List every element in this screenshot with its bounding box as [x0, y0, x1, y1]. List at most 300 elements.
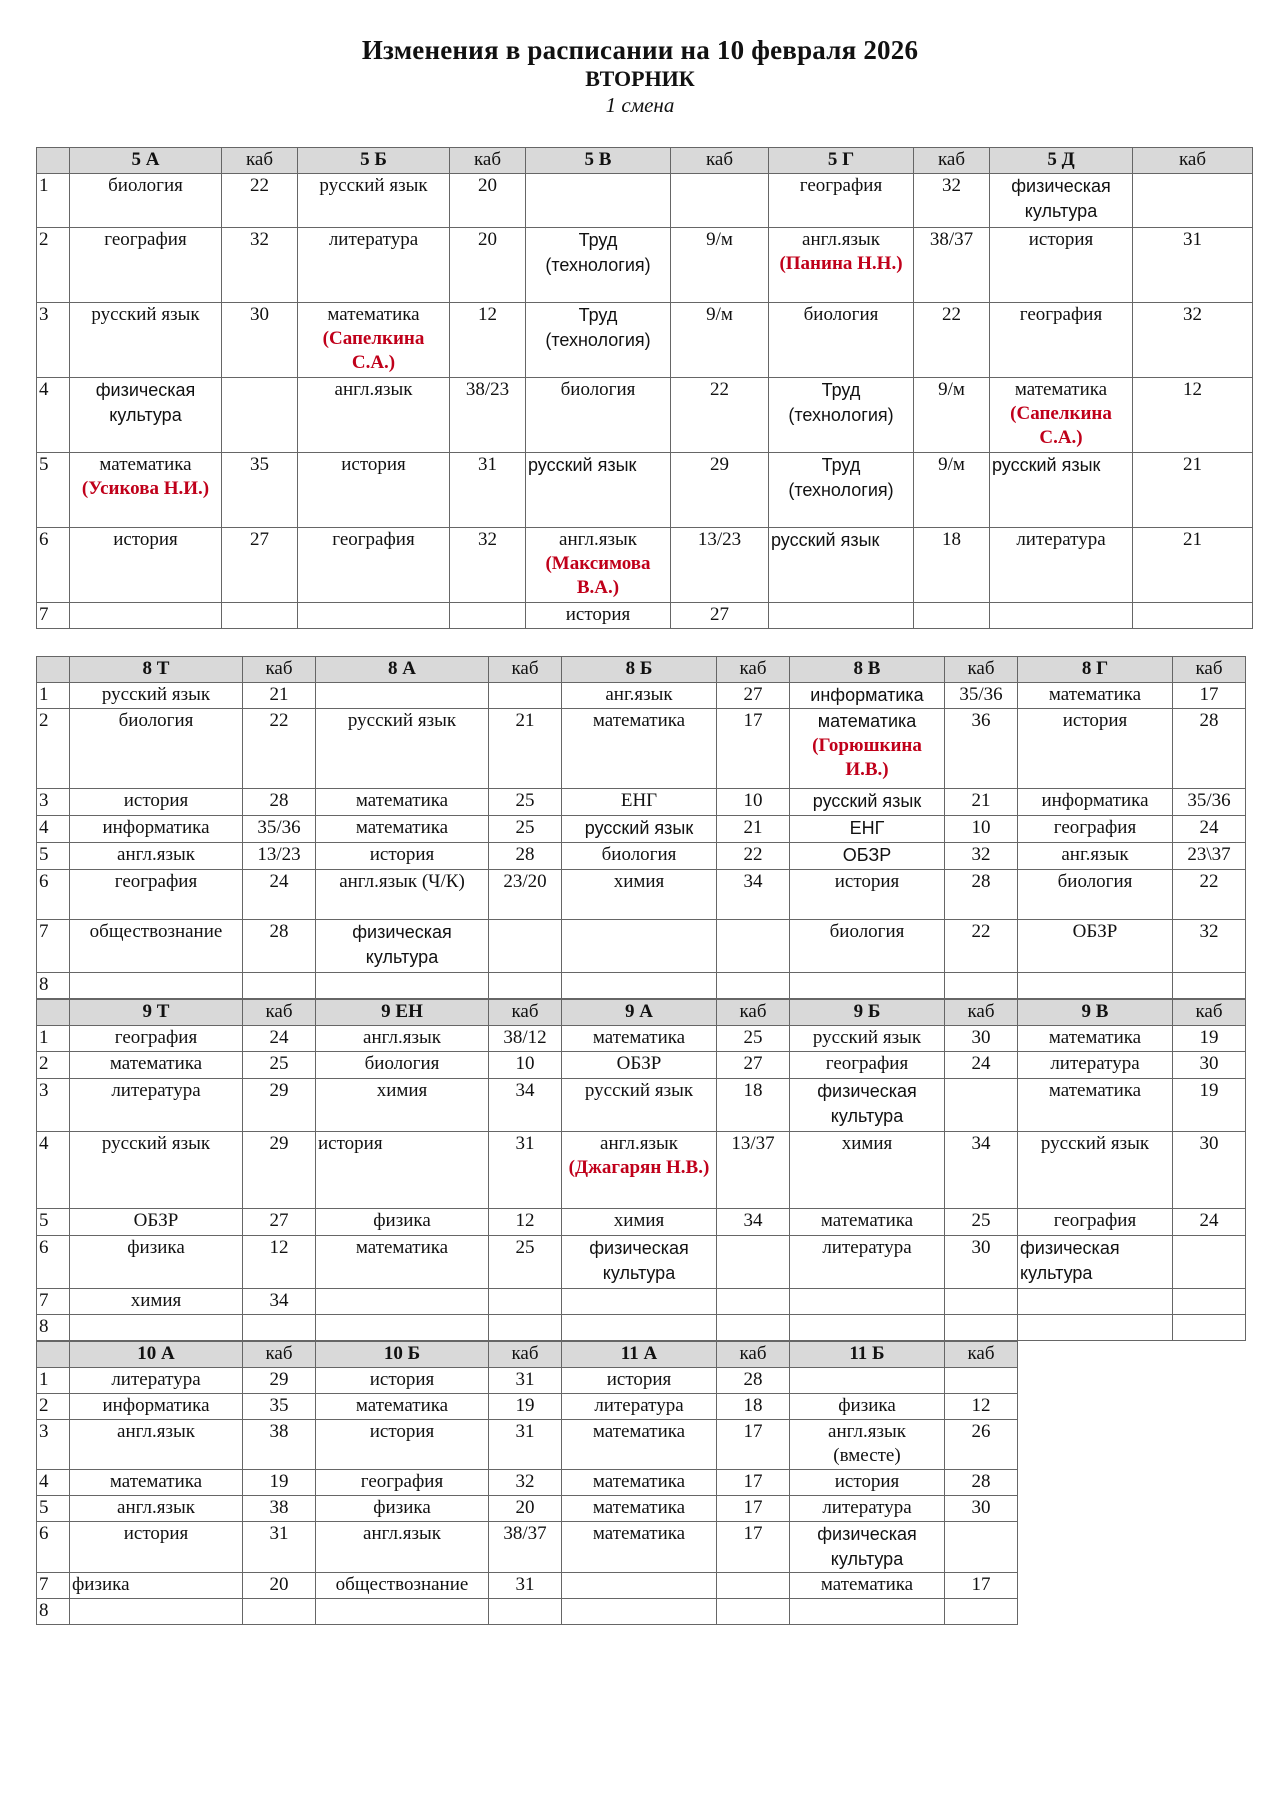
room-number	[717, 973, 790, 999]
lesson-number: 3	[37, 1420, 70, 1470]
class-header-8-в: 8 В	[790, 657, 945, 683]
subject-cell	[526, 453, 671, 528]
subject-cell	[790, 1079, 945, 1132]
room-header: каб	[1133, 148, 1253, 174]
room-number	[489, 683, 562, 709]
lesson-row	[37, 1573, 1018, 1599]
lesson-number: 2	[37, 1052, 70, 1079]
subject-cell	[790, 1368, 945, 1394]
subject-cell	[1018, 1236, 1173, 1289]
subject-cell	[1018, 973, 1173, 999]
subject-cell	[990, 453, 1133, 528]
room-number: 35	[243, 1394, 316, 1420]
subject-cell	[70, 709, 243, 789]
subject-cell	[70, 973, 243, 999]
subject-cell	[316, 1368, 489, 1394]
room-number	[1173, 1289, 1246, 1315]
subject-cell	[790, 1420, 945, 1470]
subject-cell	[298, 528, 450, 603]
subject-name: математика	[327, 304, 420, 325]
subject-cell	[562, 1522, 717, 1573]
lesson-number: 6	[37, 528, 70, 603]
table-header-row	[37, 657, 1246, 683]
subject-name: география	[1053, 817, 1137, 838]
subject-name: англ.язык	[117, 1497, 195, 1518]
subject-name: география	[114, 871, 198, 892]
room-number: 32	[450, 528, 526, 603]
room-number: 20	[450, 228, 526, 303]
class-header-9-ен: 9 ЕН	[316, 1000, 489, 1026]
subject-cell	[990, 303, 1133, 378]
lesson-row	[37, 453, 1253, 528]
lesson-number: 7	[37, 1573, 70, 1599]
subject-name: история	[834, 871, 900, 892]
room-number: 13/37	[717, 1132, 790, 1209]
subject-name: физическая культура	[1011, 176, 1111, 221]
subject-name: математика	[109, 1053, 203, 1074]
subject-name: физическая культура	[589, 1238, 689, 1283]
subject-cell	[70, 1470, 243, 1496]
room-number: 35/36	[1173, 789, 1246, 816]
subject-name: литература	[111, 1369, 201, 1390]
subject-cell	[70, 870, 243, 920]
room-number: 10	[945, 816, 1018, 843]
lesson-row	[37, 816, 1246, 843]
lesson-number: 4	[37, 1470, 70, 1496]
room-header: каб	[243, 657, 316, 683]
room-number: 36	[945, 709, 1018, 789]
subject-name: история	[834, 1471, 900, 1492]
room-number: 12	[1133, 378, 1253, 453]
room-number	[945, 1315, 1018, 1341]
subject-name: история	[318, 1133, 383, 1154]
subject-name: литература	[1050, 1053, 1140, 1074]
subject-cell	[70, 1209, 243, 1236]
room-number: 29	[243, 1079, 316, 1132]
subject-name: география	[1053, 1210, 1137, 1231]
room-number: 17	[1173, 683, 1246, 709]
subject-cell	[316, 1052, 489, 1079]
subject-name: информатика	[810, 685, 924, 705]
class-header-9-а: 9 А	[562, 1000, 717, 1026]
subject-cell	[562, 1026, 717, 1052]
subject-cell	[316, 683, 489, 709]
subject-name: история	[341, 454, 406, 475]
subject-name: информатика	[102, 1395, 210, 1416]
subject-cell	[1018, 1026, 1173, 1052]
lesson-number: 1	[37, 1026, 70, 1052]
substitute-teacher: (Панина Н.Н.)	[779, 253, 903, 274]
room-number: 21	[243, 683, 316, 709]
room-number: 22	[243, 709, 316, 789]
lesson-number-header	[37, 148, 70, 174]
lesson-row	[37, 843, 1246, 870]
subject-name: математика	[355, 817, 449, 838]
subject-cell	[990, 378, 1133, 453]
subject-name: история	[565, 604, 631, 625]
lesson-number: 1	[37, 1368, 70, 1394]
subject-cell	[790, 683, 945, 709]
room-number	[717, 920, 790, 973]
room-number	[243, 973, 316, 999]
room-number: 30	[945, 1026, 1018, 1052]
room-number: 28	[243, 920, 316, 973]
subject-cell	[298, 303, 450, 378]
room-number: 19	[1173, 1026, 1246, 1052]
subject-cell	[298, 174, 450, 228]
subject-cell	[316, 1236, 489, 1289]
room-number: 38/37	[914, 228, 990, 303]
room-number: 38	[243, 1496, 316, 1522]
subject-name: русский язык	[992, 455, 1101, 475]
subject-cell	[769, 378, 914, 453]
subject-cell	[316, 1522, 489, 1573]
subject-name: история	[606, 1369, 672, 1390]
subject-name: Труд (технология)	[545, 305, 651, 350]
lesson-number: 1	[37, 174, 70, 228]
subject-cell	[316, 1599, 489, 1625]
subject-cell	[298, 603, 450, 629]
subject-cell	[990, 528, 1133, 603]
substitute-teacher: (Горюшкина И.В.)	[812, 735, 922, 780]
room-number: 38/12	[489, 1026, 562, 1052]
subject-cell	[316, 843, 489, 870]
subject-name: биология	[108, 175, 183, 196]
lesson-row	[37, 1052, 1246, 1079]
room-number: 29	[243, 1132, 316, 1209]
class-header-9-б: 9 Б	[790, 1000, 945, 1026]
lesson-row	[37, 973, 1246, 999]
subject-cell	[562, 1315, 717, 1341]
lesson-row	[37, 1289, 1246, 1315]
room-number: 22	[222, 174, 298, 228]
room-number: 17	[717, 1470, 790, 1496]
subject-name: математика	[592, 1027, 686, 1048]
subject-name: история	[1028, 229, 1094, 250]
subject-cell	[562, 1420, 717, 1470]
table-header-row	[37, 1342, 1018, 1368]
room-header: каб	[1173, 1000, 1246, 1026]
lesson-row	[37, 1132, 1246, 1209]
subject-cell	[316, 1573, 489, 1599]
room-number	[717, 1289, 790, 1315]
class-header-5-в: 5 В	[526, 148, 671, 174]
subject-name: математика	[1048, 684, 1142, 705]
room-number: 31	[489, 1368, 562, 1394]
document-header	[0, 34, 1280, 118]
room-header: каб	[1173, 657, 1246, 683]
subject-cell	[562, 1573, 717, 1599]
room-number	[717, 1599, 790, 1625]
room-number	[1173, 973, 1246, 999]
table-header-row	[37, 148, 1253, 174]
subject-name: математика	[1048, 1027, 1142, 1048]
room-header: каб	[671, 148, 769, 174]
room-number: 25	[489, 1236, 562, 1289]
subject-cell	[526, 303, 671, 378]
room-number	[450, 603, 526, 629]
subject-name: русский язык	[347, 710, 457, 731]
subject-cell	[790, 1209, 945, 1236]
room-number: 34	[243, 1289, 316, 1315]
room-number: 22	[671, 378, 769, 453]
subject-name: русский язык	[584, 818, 694, 838]
subject-cell	[990, 174, 1133, 228]
subject-name: литература	[1016, 529, 1106, 550]
lesson-number: 5	[37, 843, 70, 870]
subject-name: история	[369, 844, 435, 865]
subject-name: математика	[592, 710, 686, 731]
class-header-8-б: 8 Б	[562, 657, 717, 683]
room-number	[243, 1599, 316, 1625]
subject-cell	[70, 843, 243, 870]
subject-cell	[790, 1573, 945, 1599]
room-number	[914, 603, 990, 629]
subject-name: физическая культура	[817, 1081, 917, 1126]
lesson-row	[37, 709, 1246, 789]
room-number	[717, 1573, 790, 1599]
lesson-number: 7	[37, 1289, 70, 1315]
room-header: каб	[243, 1000, 316, 1026]
room-number: 34	[489, 1079, 562, 1132]
room-number: 26	[945, 1420, 1018, 1470]
subject-cell	[562, 1394, 717, 1420]
room-number: 25	[489, 789, 562, 816]
subject-cell	[70, 174, 222, 228]
schedule-table-grade5	[36, 147, 1253, 629]
lesson-number: 2	[37, 709, 70, 789]
subject-name: математика	[817, 711, 917, 731]
subject-name: англ.язык	[559, 529, 637, 550]
subject-name: русский язык	[584, 1080, 694, 1101]
subject-name: история	[123, 1523, 189, 1544]
subject-name: география	[825, 1053, 909, 1074]
room-number: 22	[945, 920, 1018, 973]
room-number: 13/23	[671, 528, 769, 603]
subject-cell	[790, 973, 945, 999]
subject-cell	[316, 709, 489, 789]
subject-name: Труд (технология)	[788, 380, 894, 425]
subject-cell	[1018, 1315, 1173, 1341]
subject-cell	[526, 528, 671, 603]
subject-name: физическая культура	[95, 380, 196, 425]
room-number: 27	[671, 603, 769, 629]
subject-name: литература	[594, 1395, 684, 1416]
room-number: 22	[914, 303, 990, 378]
substitute-teacher: (Джагарян Н.В.)	[568, 1157, 710, 1178]
subject-cell	[1018, 843, 1173, 870]
subject-name: англ.язык	[117, 1421, 195, 1442]
room-number	[945, 1522, 1018, 1573]
subject-name: литература	[111, 1080, 201, 1101]
room-number	[489, 1599, 562, 1625]
room-number: 32	[1133, 303, 1253, 378]
room-number: 21	[1133, 453, 1253, 528]
subject-name: биология	[364, 1053, 440, 1074]
subject-cell	[1018, 709, 1173, 789]
subject-cell	[70, 789, 243, 816]
subject-name: ОБЗР	[133, 1210, 179, 1231]
room-number	[243, 1315, 316, 1341]
subject-cell	[790, 1394, 945, 1420]
subject-cell	[1018, 1079, 1173, 1132]
subject-cell	[769, 228, 914, 303]
subject-cell	[70, 1420, 243, 1470]
subject-cell	[316, 870, 489, 920]
room-number: 24	[1173, 1209, 1246, 1236]
subject-cell	[316, 920, 489, 973]
subject-cell	[790, 1496, 945, 1522]
lesson-number: 6	[37, 1522, 70, 1573]
room-number: 31	[1133, 228, 1253, 303]
subject-cell	[790, 843, 945, 870]
room-number	[222, 378, 298, 453]
subject-cell	[70, 1026, 243, 1052]
subject-cell	[70, 603, 222, 629]
subject-cell	[790, 1315, 945, 1341]
subject-name: география	[1019, 304, 1103, 325]
schedule-table-grade9	[36, 999, 1246, 1341]
subject-cell	[562, 816, 717, 843]
subject-cell	[70, 1394, 243, 1420]
room-number: 34	[945, 1132, 1018, 1209]
subject-name: ЕНГ	[849, 818, 885, 838]
subject-name: биология	[1057, 871, 1133, 892]
room-number: 35/36	[945, 683, 1018, 709]
room-number: 24	[1173, 816, 1246, 843]
lesson-row	[37, 1236, 1246, 1289]
room-number: 21	[945, 789, 1018, 816]
room-number: 21	[489, 709, 562, 789]
lesson-row	[37, 228, 1253, 303]
room-number: 22	[717, 843, 790, 870]
room-header: каб	[717, 1342, 790, 1368]
class-header-5-г: 5 Г	[769, 148, 914, 174]
room-number: 25	[717, 1026, 790, 1052]
subject-cell	[790, 920, 945, 973]
subject-cell	[769, 174, 914, 228]
subject-cell	[790, 1599, 945, 1625]
subject-cell	[1018, 816, 1173, 843]
subject-name: Труд (технология)	[545, 230, 651, 275]
room-number: 9/м	[914, 378, 990, 453]
shift-label: 1 смена	[605, 93, 675, 117]
subject-cell	[316, 1315, 489, 1341]
lesson-row	[37, 870, 1246, 920]
room-header: каб	[489, 1342, 562, 1368]
room-number: 29	[243, 1368, 316, 1394]
room-number: 35	[222, 453, 298, 528]
subject-name: биология	[803, 304, 879, 325]
lesson-row	[37, 920, 1246, 973]
class-header-5-а: 5 А	[70, 148, 222, 174]
room-number: 38/23	[450, 378, 526, 453]
subject-cell	[562, 1470, 717, 1496]
subject-cell	[790, 1522, 945, 1573]
subject-name: история	[369, 1421, 435, 1442]
subject-cell	[316, 1079, 489, 1132]
subject-cell	[316, 973, 489, 999]
subject-cell	[70, 1315, 243, 1341]
subject-cell	[70, 1368, 243, 1394]
subject-name: англ.язык	[117, 844, 195, 865]
schedule-table-grade8	[36, 656, 1246, 999]
subject-cell	[526, 378, 671, 453]
subject-cell	[1018, 920, 1173, 973]
subject-name: англ.язык	[600, 1133, 678, 1154]
room-number	[717, 1236, 790, 1289]
lesson-row	[37, 1522, 1018, 1573]
subject-cell	[70, 528, 222, 603]
subject-cell	[562, 1236, 717, 1289]
lesson-number: 2	[37, 228, 70, 303]
subject-name: математика	[820, 1210, 914, 1231]
room-number: 25	[489, 816, 562, 843]
subject-name: химия	[130, 1290, 182, 1311]
subject-cell	[316, 789, 489, 816]
subject-name: история	[369, 1369, 435, 1390]
schedule-table-grade10-11	[36, 1341, 1018, 1625]
subject-name: ОБЗР	[1072, 921, 1118, 942]
lesson-number: 6	[37, 1236, 70, 1289]
class-header-8-т: 8 Т	[70, 657, 243, 683]
class-header-8-г: 8 Г	[1018, 657, 1173, 683]
room-number	[945, 1289, 1018, 1315]
lesson-number: 5	[37, 1209, 70, 1236]
subject-name: математика	[592, 1497, 686, 1518]
lesson-number: 8	[37, 973, 70, 999]
subject-name: история	[123, 790, 189, 811]
subject-name: биология	[118, 710, 194, 731]
room-number	[489, 1315, 562, 1341]
room-number: 30	[1173, 1132, 1246, 1209]
room-number: 18	[914, 528, 990, 603]
subject-cell	[1018, 1289, 1173, 1315]
subject-cell	[562, 1079, 717, 1132]
room-number: 23/20	[489, 870, 562, 920]
room-number: 31	[489, 1132, 562, 1209]
subject-cell	[70, 378, 222, 453]
room-number: 32	[914, 174, 990, 228]
subject-cell	[316, 1394, 489, 1420]
subject-cell	[562, 1496, 717, 1522]
subject-name: география	[114, 1027, 198, 1048]
class-header-11-б: 11 Б	[790, 1342, 945, 1368]
room-number: 20	[243, 1573, 316, 1599]
class-header-5-д: 5 Д	[990, 148, 1133, 174]
subject-name: химия	[841, 1133, 893, 1154]
subject-cell	[1018, 789, 1173, 816]
lesson-number: 8	[37, 1315, 70, 1341]
room-number: 10	[717, 789, 790, 816]
class-header-11-а: 11 А	[562, 1342, 717, 1368]
substitute-teacher: (Сапелкина С.А.)	[1010, 403, 1112, 448]
subject-name: обществознание	[335, 1574, 469, 1595]
room-number: 9/м	[671, 303, 769, 378]
subject-cell	[769, 453, 914, 528]
room-number: 12	[489, 1209, 562, 1236]
subject-name: география	[104, 229, 187, 250]
subject-cell	[316, 1289, 489, 1315]
subject-cell	[562, 870, 717, 920]
subject-cell	[790, 1289, 945, 1315]
day-of-week: ВТОРНИК	[585, 66, 695, 91]
subject-cell	[562, 1368, 717, 1394]
room-number: 32	[222, 228, 298, 303]
room-number: 32	[1173, 920, 1246, 973]
lesson-row	[37, 1470, 1018, 1496]
subject-name: русский язык	[101, 684, 211, 705]
